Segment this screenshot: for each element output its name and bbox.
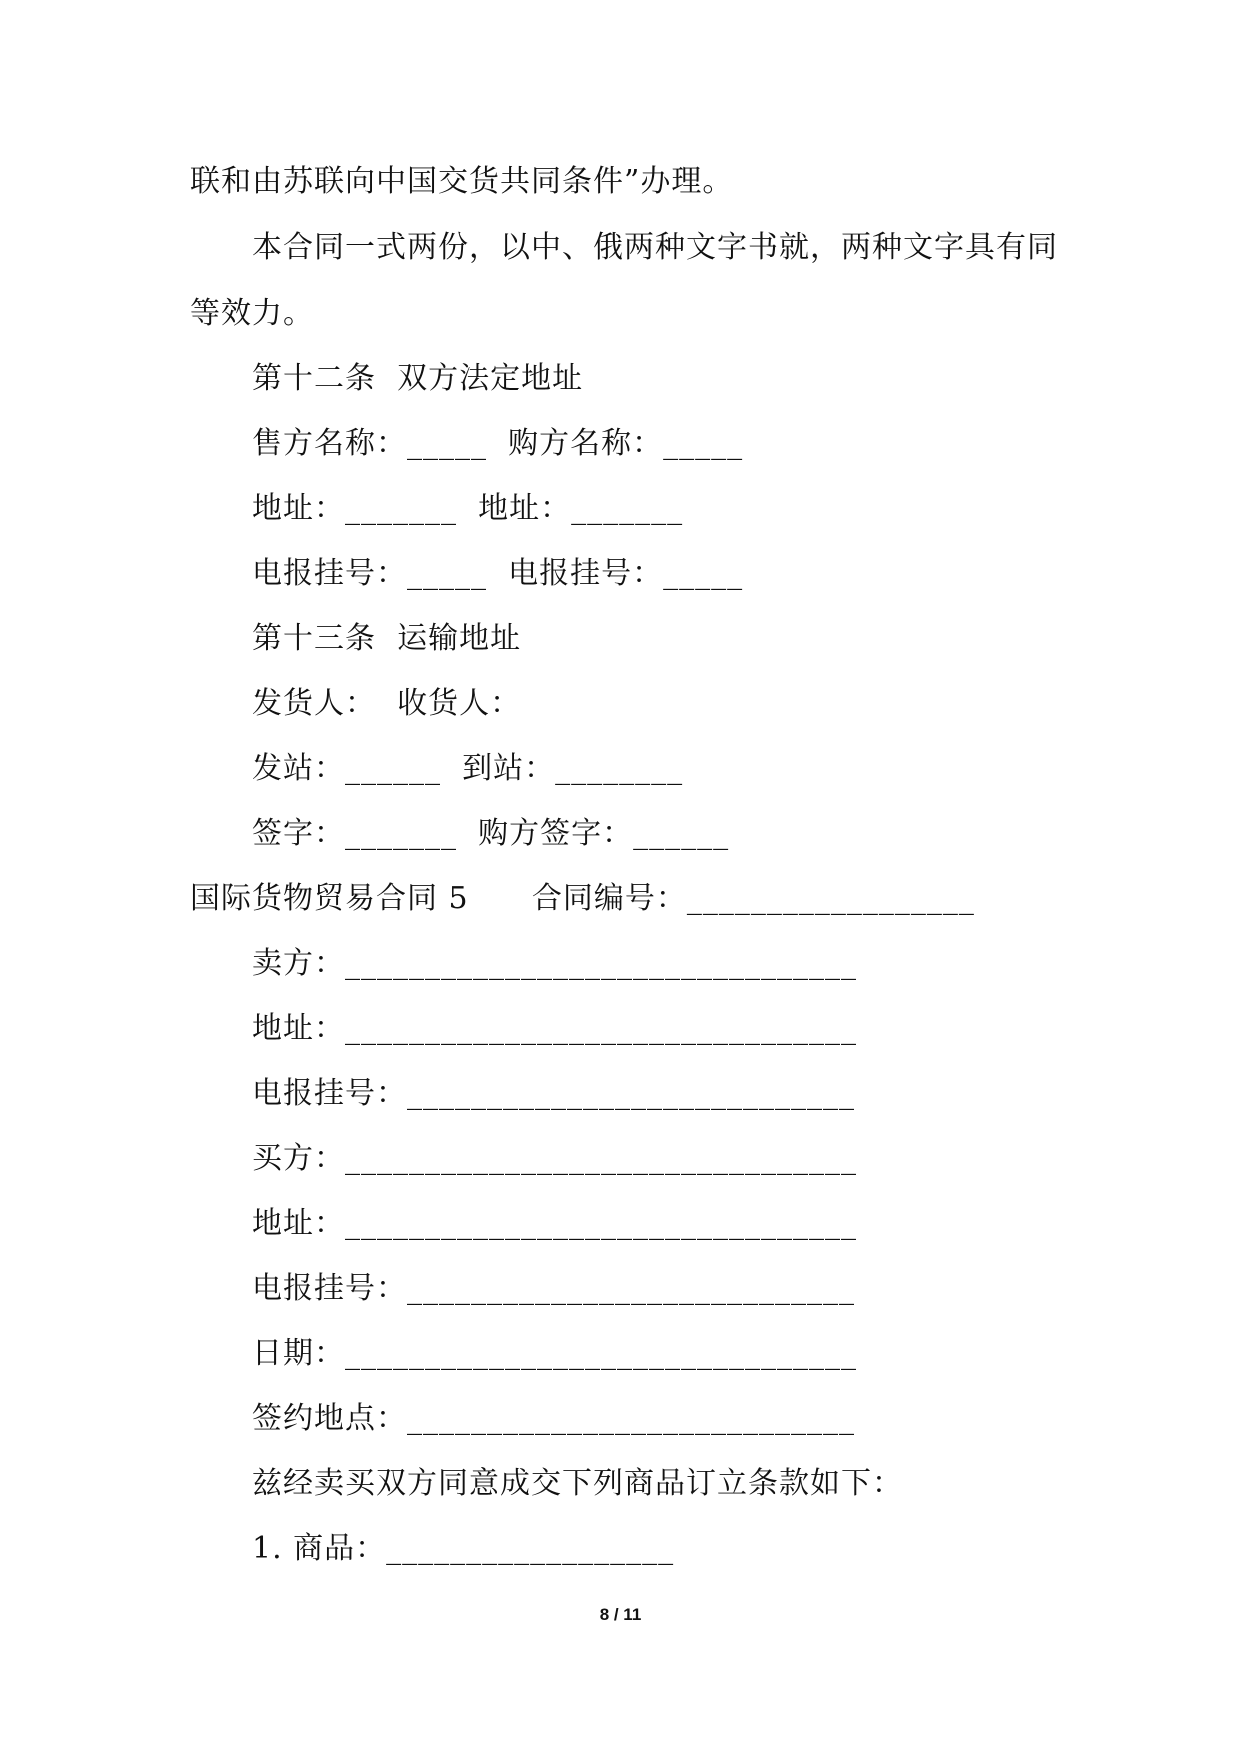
paragraph-line: 本合同一式两份，以中、俄两种文字书就，两种文字具有同	[252, 230, 1058, 265]
form-field-line: 电报挂号：_____ 电报挂号：_____	[252, 556, 744, 591]
form-field-line: 发货人： 收货人：	[252, 686, 522, 721]
paragraph-line-continued: 等效力。	[190, 296, 314, 331]
form-field-line: 卖方：________________________________	[252, 946, 857, 981]
text-line: 联和由苏联向中国交货共同条件”办理。	[190, 164, 734, 199]
paragraph-line: 兹经卖买双方同意成交下列商品订立条款如下：	[252, 1466, 903, 1501]
form-field-line: 地址：________________________________	[252, 1206, 857, 1241]
form-field-line: 签约地点：____________________________	[252, 1401, 855, 1436]
form-field-line: 地址：_______ 地址：_______	[252, 491, 684, 526]
form-field-line: 售方名称：_____ 购方名称：_____	[252, 426, 744, 461]
form-field-line: 发站：______ 到站：________	[252, 751, 684, 786]
article-13-heading: 第十三条 运输地址	[252, 621, 522, 656]
form-field-line: 地址：________________________________	[252, 1011, 857, 1046]
form-field-line: 电报挂号：____________________________	[252, 1271, 855, 1306]
form-field-line: 买方：________________________________	[252, 1141, 857, 1176]
page-number: 8 / 11	[599, 1605, 642, 1624]
form-field-line: 签字：_______ 购方签字：______	[252, 816, 730, 851]
contract-title-line: 国际货物贸易合同 5 合同编号：__________________	[190, 881, 975, 916]
form-field-line: 电报挂号：____________________________	[252, 1076, 855, 1111]
article-12-heading: 第十二条 双方法定地址	[252, 361, 584, 396]
form-field-line: 日期：________________________________	[252, 1336, 857, 1371]
form-field-line: 1. 商品：__________________	[252, 1531, 675, 1566]
